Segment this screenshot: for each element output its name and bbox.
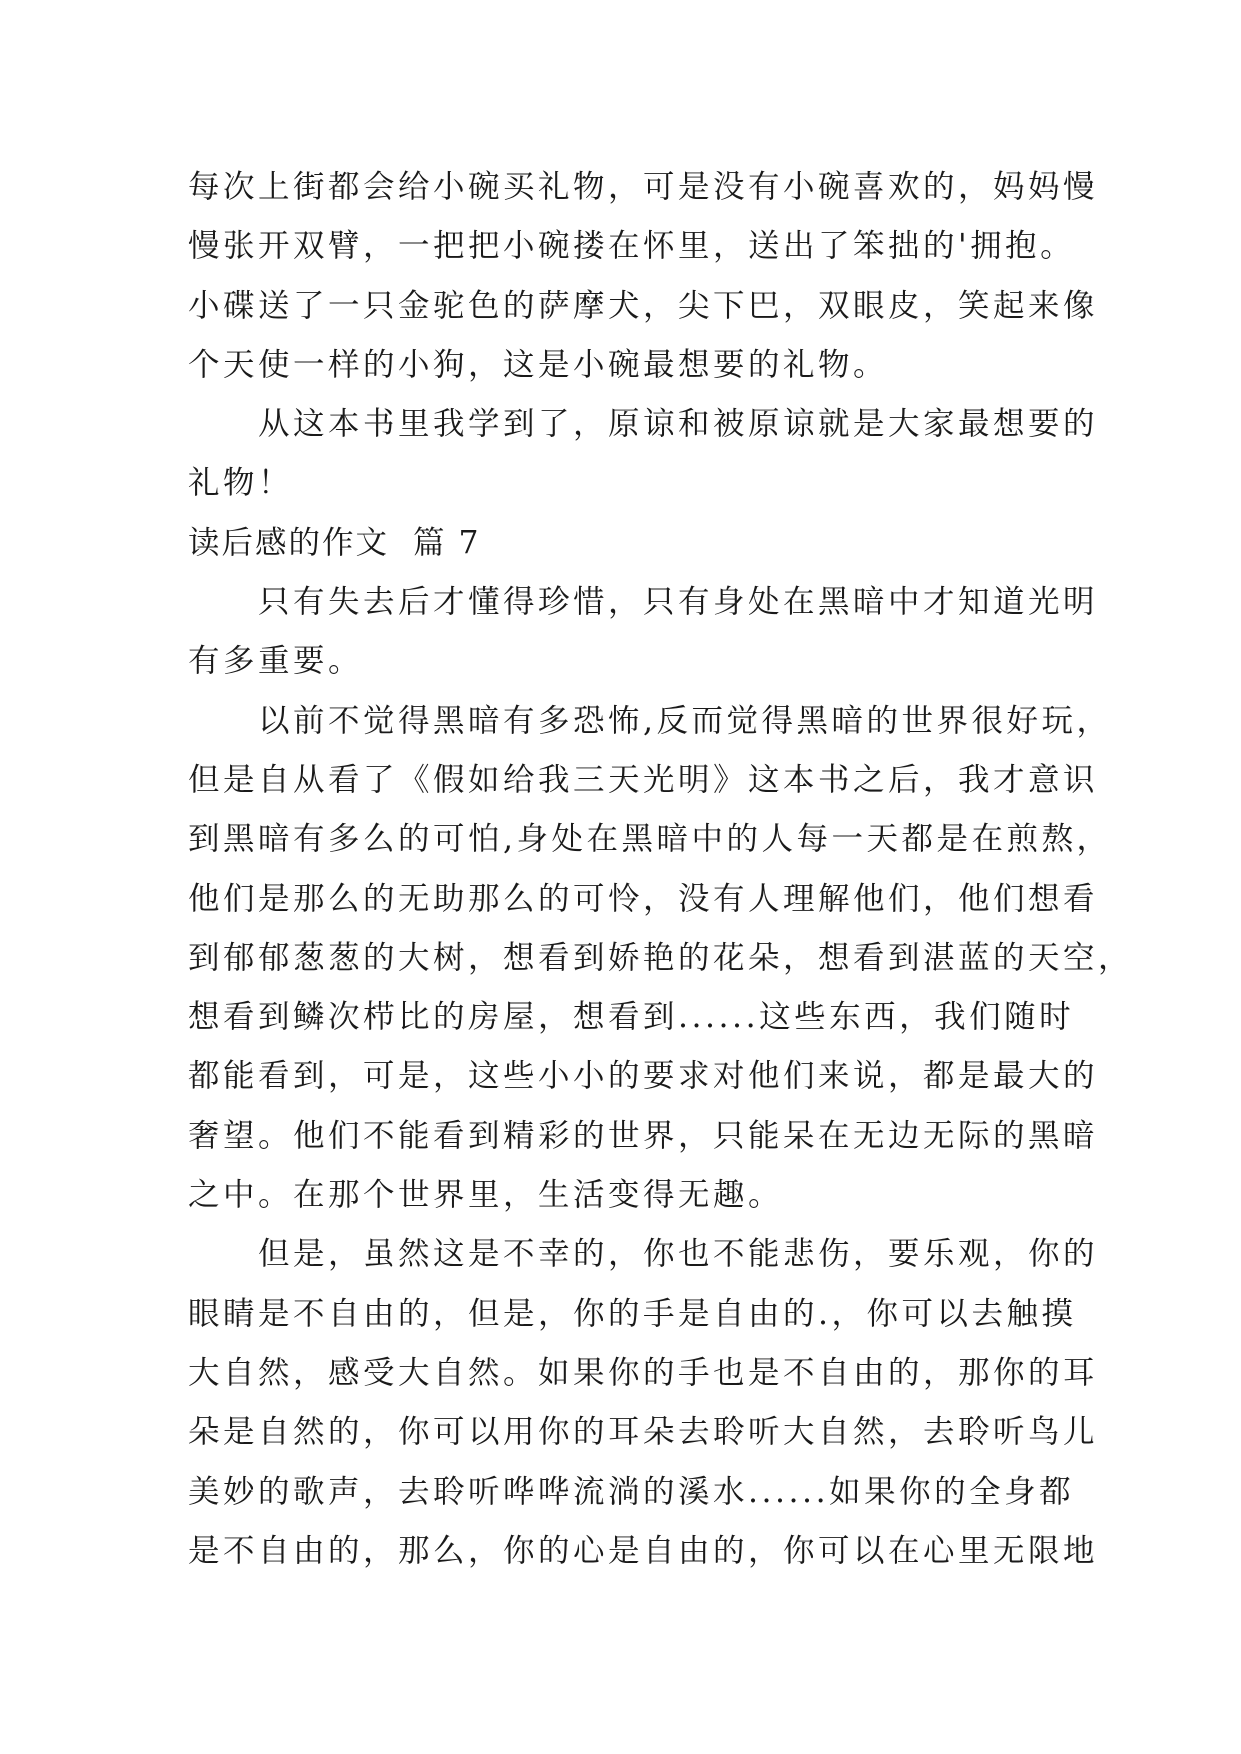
paragraph-3 — [188, 1225, 1099, 1581]
section-heading: 读后感的作文 篇 7 — [188, 524, 481, 561]
document-body — [188, 158, 1134, 1581]
text-line: 大自然，感受大自然。如果你的手也是不自由的，那你的耳 — [188, 1354, 1099, 1391]
text-line: 从这本书里我学到了，原谅和被原谅就是大家最想要的 — [258, 406, 1099, 443]
text-line: 以前不觉得黑暗有多恐怖,反而觉得黑暗的世界很好玩， — [258, 702, 1112, 739]
text-line: 是不自由的，那么，你的心是自由的，你可以在心里无限地 — [188, 1532, 1099, 1569]
text-line: 之中。在那个世界里，生活变得无趣。 — [188, 1177, 784, 1214]
text-line: 奢望。他们不能看到精彩的世界，只能呆在无边无际的黑暗 — [188, 1117, 1099, 1154]
text-line: 美妙的歌声，去聆听哗哗流淌的溪水......如果你的全身都 — [188, 1473, 1075, 1510]
paragraph-2 — [188, 692, 1134, 1226]
paragraph-lesson — [188, 395, 1099, 514]
text-line: 只有失去后才懂得珍惜，只有身处在黑暗中才知道光明 — [258, 584, 1099, 621]
text-line: 朵是自然的，你可以用你的耳朵去聆听大自然，去聆听鸟儿 — [188, 1414, 1099, 1451]
text-line: 个天使一样的小狗，这是小碗最想要的礼物。 — [188, 346, 889, 383]
text-line: 每次上街都会给小碗买礼物，可是没有小碗喜欢的，妈妈慢 — [188, 169, 1099, 205]
text-line: 都能看到，可是，这些小小的要求对他们来说，都是最大的 — [188, 1058, 1099, 1095]
text-line: 到黑暗有多么的可怕,身处在黑暗中的人每一天都是在煎熬， — [188, 821, 1112, 858]
text-line: 礼物！ — [188, 465, 294, 502]
text-line: 慢张开双臂，一把把小碗搂在怀里，送出了笨拙的'拥抱。 — [188, 228, 1076, 265]
text-line: 小碟送了一只金驼色的萨摩犬，尖下巴，双眼皮，笑起来像 — [188, 287, 1099, 324]
text-line: 到郁郁葱葱的大树，想看到娇艳的花朵，想看到湛蓝的天空， — [188, 939, 1134, 976]
text-line: 但是，虽然这是不幸的，你也不能悲伤，要乐观，你的 — [258, 1236, 1099, 1273]
text-line: 他们是那么的无助那么的可怜，没有人理解他们，他们想看 — [188, 880, 1099, 917]
text-line: 想看到鳞次栉比的房屋，想看到......这些东西，我们随时 — [188, 999, 1075, 1036]
text-line: 眼睛是不自由的，但是，你的手是自由的.，你可以去触摸 — [188, 1295, 1077, 1332]
text-line: 但是自从看了《假如给我三天光明》这本书之后，我才意识 — [188, 761, 1099, 798]
paragraph-1 — [188, 573, 1099, 692]
paragraph-continuation — [188, 158, 1099, 395]
text-line: 有多重要。 — [188, 643, 364, 680]
